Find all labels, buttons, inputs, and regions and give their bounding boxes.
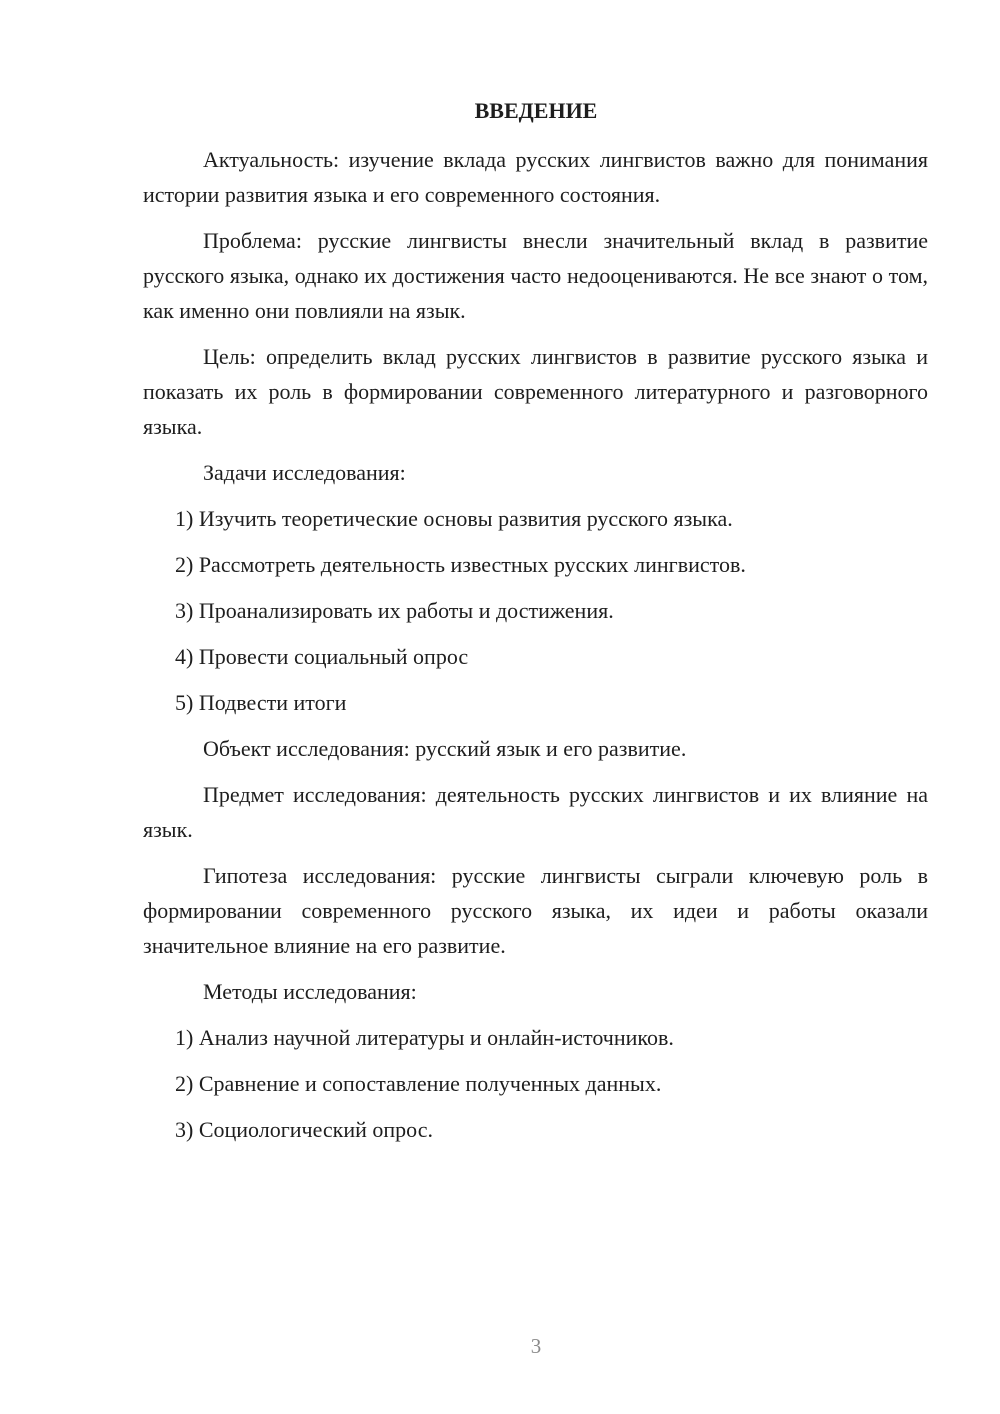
subject-paragraph: Предмет исследования: деятельность русских лингвистов и их влияние на язык.: [143, 782, 928, 842]
task-item: 1) Изучить теоретические основы развития русского языка.: [175, 506, 733, 531]
tasks-heading: Задачи исследования:: [203, 460, 406, 485]
object-paragraph: Объект исследования: русский язык и его развитие.: [203, 736, 687, 761]
task-item: 2) Рассмотреть деятельность известных русских лингвистов.: [175, 552, 746, 577]
page-title: ВВЕДЕНИЕ: [474, 98, 598, 123]
methods-heading: Методы исследования:: [203, 979, 417, 1004]
task-item: 5) Подвести итоги: [175, 690, 347, 715]
page-number: 3: [530, 1334, 542, 1358]
hypothesis-paragraph: Гипотеза исследования: русские лингвисты сыграли ключевую роль в формировании современного русского языка, их идеи и работы оказали значительное влияние на его развитие.: [143, 863, 928, 958]
task-item: 4) Провести социальный опрос: [175, 644, 469, 669]
problem-paragraph: Проблема: русские лингвисты внесли значительный вклад в развитие русского языка, однако их достижения часто недооцениваются. Не все знают о том, как именно они повлияли на язык.: [143, 228, 928, 323]
method-item: 3) Социологический опрос.: [175, 1117, 433, 1142]
relevance-paragraph: Актуальность: изучение вклада русских лингвистов важно для понимания истории развития языка и его современного состояния.: [143, 147, 928, 207]
document-body: [143, 142, 928, 1158]
task-item: 3) Проанализировать их работы и достижения.: [175, 598, 614, 623]
method-item: 1) Анализ научной литературы и онлайн-источников.: [175, 1025, 674, 1050]
method-item: 2) Сравнение и сопоставление полученных данных.: [175, 1071, 662, 1096]
goal-paragraph: Цель: определить вклад русских лингвистов в развитие русского языка и показать их роль в формировании современного литературного и разговорного языка.: [143, 344, 928, 439]
